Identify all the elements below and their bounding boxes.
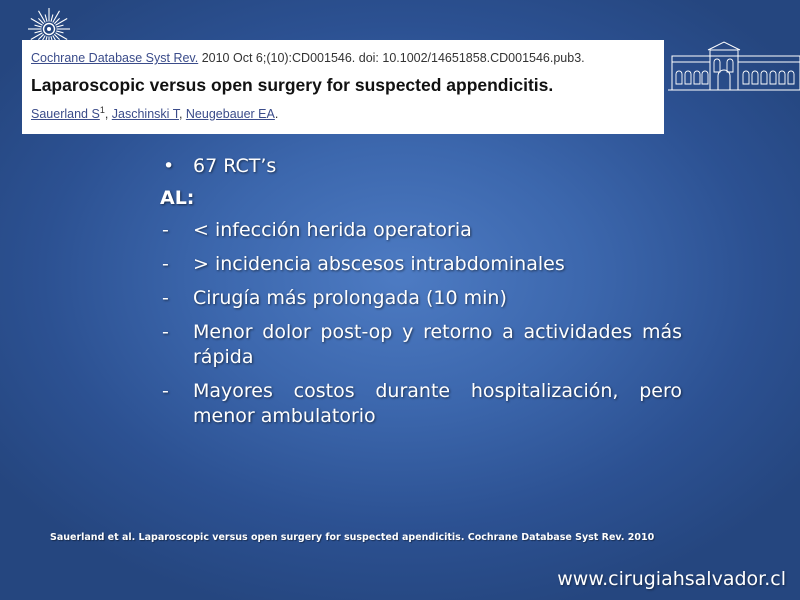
bullet-text: 67 RCT’s <box>193 155 277 177</box>
list-item <box>160 286 682 311</box>
bullet-symbol: • <box>163 155 175 177</box>
list-item <box>160 252 682 277</box>
citation-reference: 2010 Oct 6;(10):CD001546. doi: 10.1002/14651858.CD001546.pub3. <box>201 51 585 65</box>
dash-symbol: - <box>162 380 169 402</box>
author-separator: , <box>104 107 112 122</box>
section-heading: AL: <box>160 187 195 209</box>
author-link[interactable]: Sauerland S <box>31 107 100 122</box>
citation-authors <box>31 102 664 123</box>
author-link[interactable]: Jaschinski T <box>111 107 179 122</box>
citation-reference-line <box>31 50 664 67</box>
authors-end: . <box>274 107 279 122</box>
list-item-text: Cirugía más prolongada (10 min) <box>193 287 507 309</box>
journal-link[interactable]: Cochrane Database Syst Rev. <box>31 51 199 65</box>
author-separator: , <box>178 107 186 122</box>
list-item <box>160 218 682 243</box>
list-item-text: < infección herida operatoria <box>193 219 472 241</box>
dash-symbol: - <box>162 287 169 309</box>
slide-content <box>160 150 682 438</box>
author-link[interactable]: Neugebauer EA <box>185 107 275 122</box>
author-affiliation: 1 <box>99 105 105 115</box>
list-item-text: > incidencia abscesos intrabdominales <box>193 253 565 275</box>
citation-title: Laparoscopic versus open surgery for suspected appendicitis. <box>31 75 554 95</box>
list-item-text: Menor dolor post-op y retorno a actividades más rápida <box>193 321 682 368</box>
dash-symbol: - <box>162 321 169 343</box>
dash-symbol: - <box>162 219 169 241</box>
dash-symbol: - <box>162 253 169 275</box>
website-url: www.cirugiahsalvador.cl <box>557 568 786 590</box>
list-item-text: Mayores costos durante hospitalización, pero menor ambulatorio <box>193 380 682 427</box>
footnote: Sauerland et al. Laparoscopic versus open surgery for suspected apendicitis. Cochrane Database Syst Rev. 2010 <box>50 532 655 543</box>
bullet-item <box>160 154 682 184</box>
list-item <box>160 379 682 429</box>
hospital-building-icon <box>664 40 800 92</box>
list-item <box>160 320 682 370</box>
citation-box <box>22 40 664 134</box>
